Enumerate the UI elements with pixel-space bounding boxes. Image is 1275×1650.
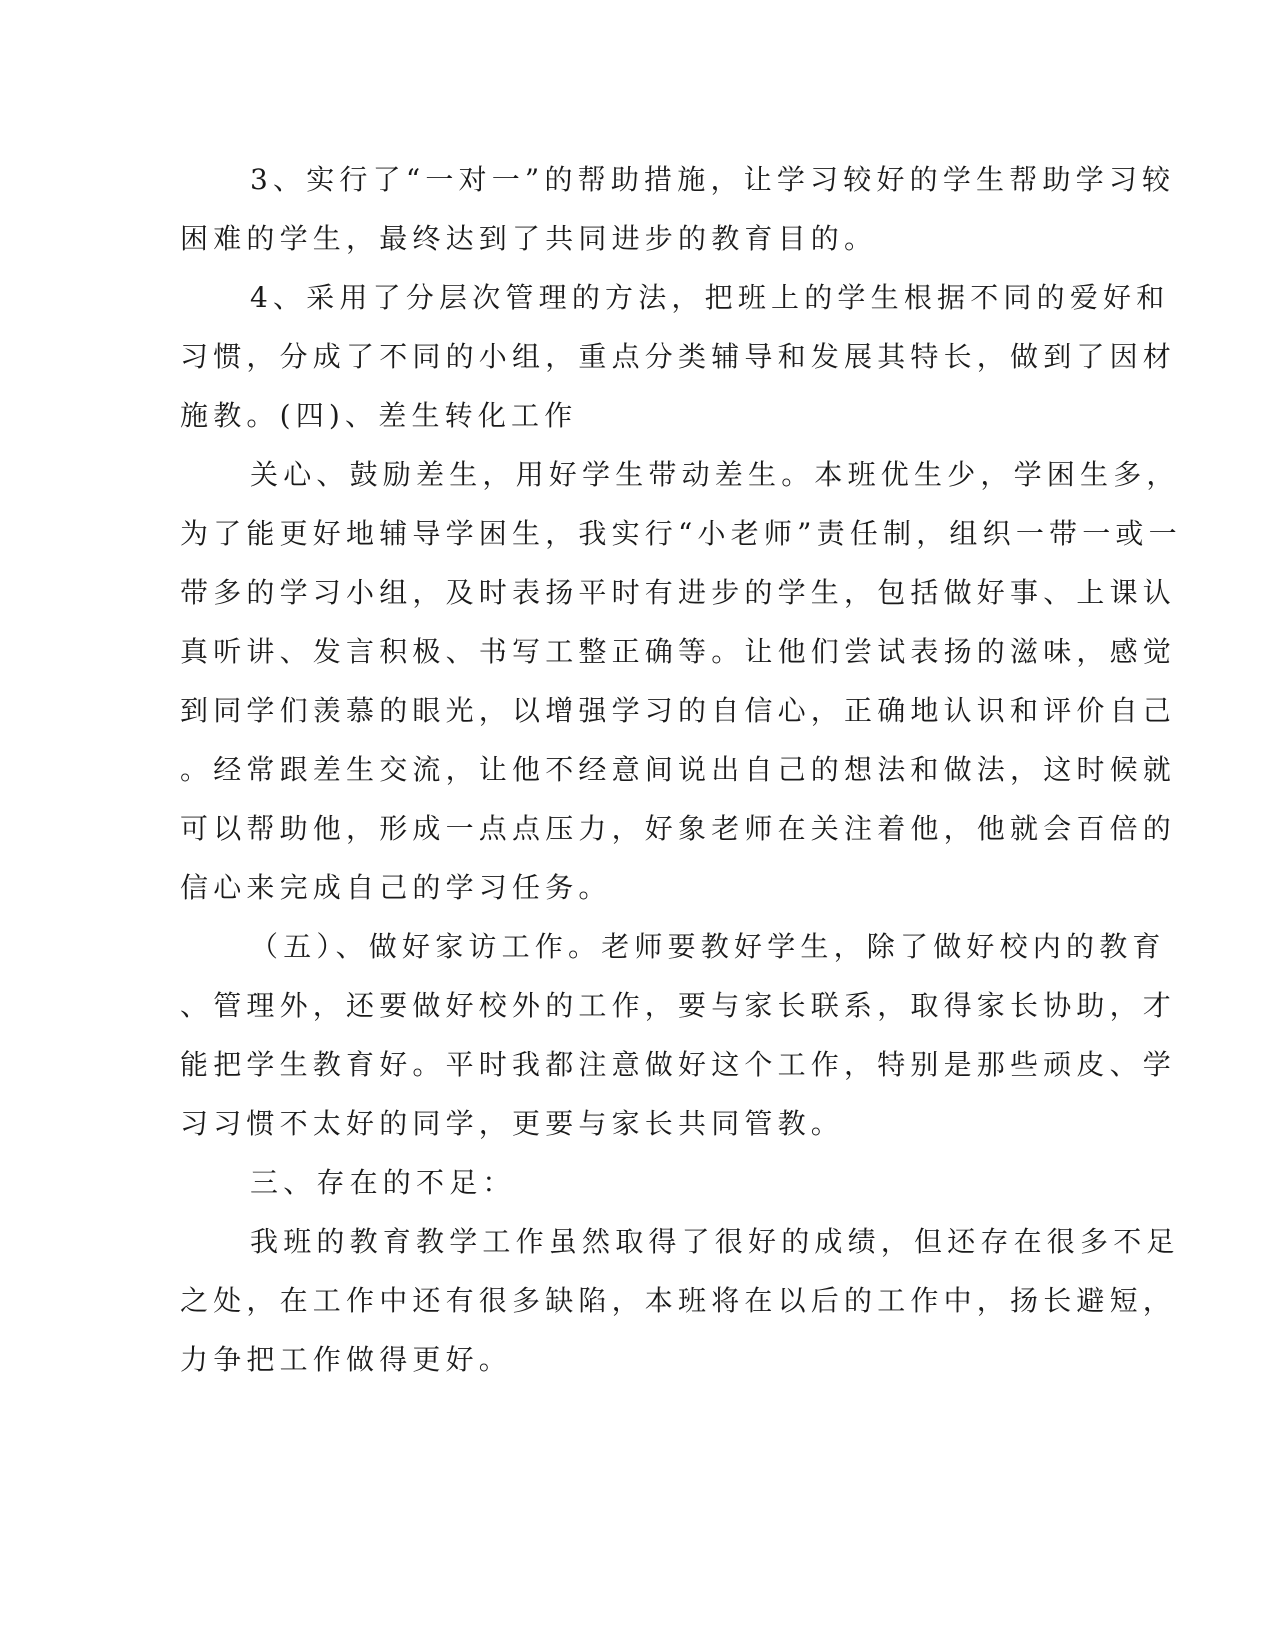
text-line-4: 习惯，分成了不同的小组，重点分类辅导和发展其特长，做到了因材 [180,340,1177,373]
text-line-5: 施教。(四)、差生转化工作 [180,399,578,432]
text-line-3: 4、采用了分层次管理的方法，把班上的学生根据不同的爱好和 [250,281,1170,314]
text-line-12: 可以帮助他，形成一点点压力，好象老师在关注着他，他就会百倍的 [180,812,1177,845]
text-line-20: 之处，在工作中还有很多缺陷，本班将在以后的工作中，扬长避短， [180,1284,1177,1317]
text-line-1: 3、实行了“一对一”的帮助措施，让学习较好的学生帮助学习较 [250,163,1176,196]
text-line-17: 习习惯不太好的同学，更要与家长共同管教。 [180,1107,845,1140]
text-line-13: 信心来完成自己的学习任务。 [180,871,612,904]
text-line-2: 困难的学生，最终达到了共同进步的教育目的。 [180,222,878,255]
text-line-14: （五）、做好家访工作。老师要教好学生，除了做好校内的教育 [250,930,1166,963]
text-line-21: 力争把工作做得更好。 [180,1343,513,1376]
text-line-8: 带多的学习小组，及时表扬平时有进步的学生，包括做好事、上课认 [180,576,1177,609]
text-line-15: 、管理外，还要做好校外的工作，要与家长联系，取得家长协助，才 [180,989,1177,1022]
text-line-19: 我班的教育教学工作虽然取得了很好的成绩，但还存在很多不足 [250,1225,1180,1258]
text-line-18: 三、存在的不足： [250,1166,516,1199]
text-line-11: 。经常跟差生交流，让他不经意间说出自己的想法和做法，这时候就 [180,753,1177,786]
text-line-7: 为了能更好地辅导学困生，我实行“小老师”责任制，组织一带一或一 [180,517,1182,550]
text-line-16: 能把学生教育好。平时我都注意做好这个工作，特别是那些顽皮、学 [180,1048,1177,1081]
text-line-10: 到同学们羡慕的眼光，以增强学习的自信心，正确地认识和评价自己 [180,694,1177,727]
text-line-9: 真听讲、发言积极、书写工整正确等。让他们尝试表扬的滋味，感觉 [180,635,1177,668]
text-line-6: 关心、鼓励差生，用好学生带动差生。本班优生少，学困生多， [250,458,1180,491]
